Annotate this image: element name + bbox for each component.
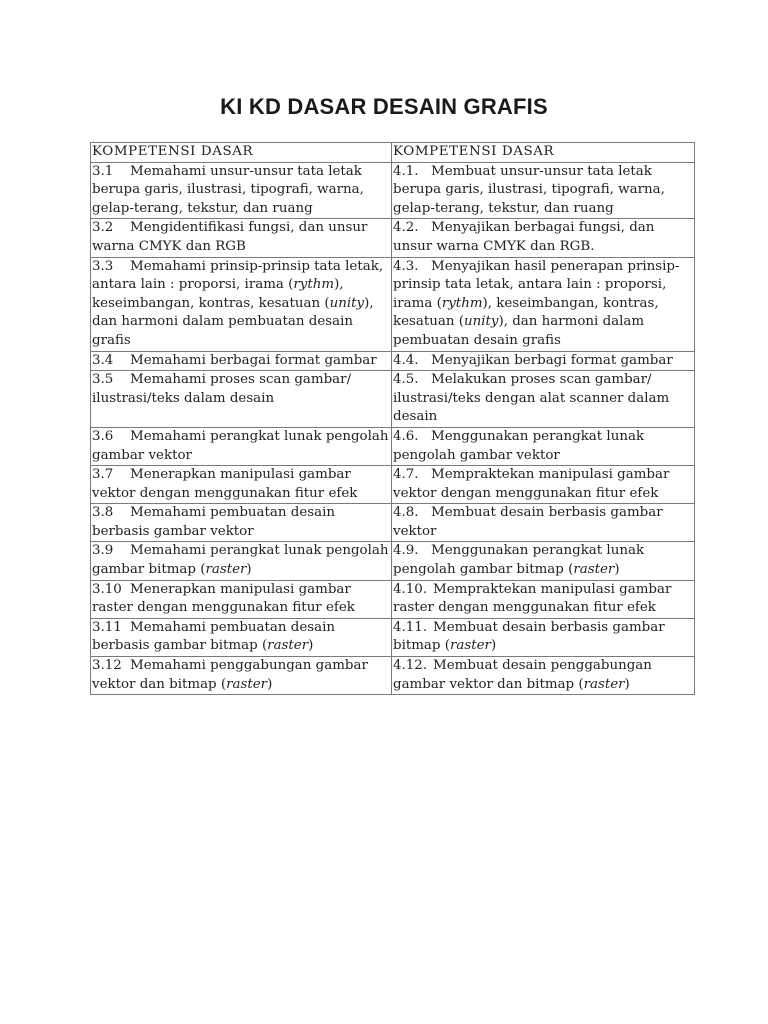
table-row bbox=[91, 542, 695, 580]
kd-text: Mempraktekan manipulasi gambar raster dengan menggunakan fitur efek bbox=[393, 581, 672, 616]
kd-text: Memahami perangkat lunak pengolah gambar vektor bbox=[92, 428, 389, 463]
kd-number: 3.8 bbox=[92, 505, 114, 521]
table-row bbox=[91, 351, 695, 371]
table-header-cell: KOMPETENSI DASAR bbox=[91, 143, 392, 163]
kd-pengetahuan-cell bbox=[91, 351, 392, 371]
kd-term-italic: unity bbox=[329, 295, 365, 311]
table-header-cell: KOMPETENSI DASAR bbox=[392, 143, 695, 163]
kd-text: Mengidentifikasi fungsi, dan unsur warna CMYK dan RGB bbox=[92, 220, 368, 254]
kd-text: Membuat unsur-unsur tata letak berupa garis, ilustrasi, tipografi, warna, gelap-terang, tekstur, dan ruang bbox=[393, 163, 665, 216]
kd-text: ) bbox=[246, 562, 252, 578]
kd-number: 3.6 bbox=[92, 428, 114, 444]
kd-number: 4.2. bbox=[393, 220, 419, 236]
kd-keterampilan-cell bbox=[392, 466, 695, 504]
kd-pengetahuan-cell bbox=[91, 257, 392, 351]
kd-text: Melakukan proses scan gambar/ ilustrasi/teks dengan alat scanner dalam desain bbox=[393, 372, 670, 425]
table-row bbox=[91, 162, 695, 219]
kd-text: Memahami pembuatan desain berbasis gambar vektor bbox=[92, 505, 336, 539]
kd-number: 4.5. bbox=[393, 372, 419, 388]
kd-number: 4.4. bbox=[393, 352, 419, 368]
kd-keterampilan-cell bbox=[392, 618, 695, 656]
kd-number: 3.11 bbox=[92, 619, 122, 635]
page-title: KI KD DASAR DESAIN GRAFIS bbox=[220, 94, 548, 119]
kd-keterampilan-cell bbox=[392, 257, 695, 351]
kd-term-italic: raster bbox=[573, 562, 615, 578]
kd-text: Memahami penggabungan gambar vektor dan bitmap ( bbox=[92, 658, 368, 692]
kd-number: 3.2 bbox=[92, 220, 114, 236]
kd-text: ) bbox=[490, 638, 497, 654]
kd-number: 4.3. bbox=[393, 258, 419, 274]
kd-number: 4.11. bbox=[393, 619, 428, 635]
kd-pengetahuan-cell bbox=[91, 466, 392, 504]
kd-term-italic: raster bbox=[449, 638, 491, 654]
kd-term-italic: rythm bbox=[441, 295, 483, 311]
kd-number: 4.6. bbox=[393, 428, 419, 444]
kd-text: ) bbox=[614, 562, 620, 578]
kd-keterampilan-cell bbox=[392, 504, 695, 542]
kd-number: 3.1 bbox=[92, 163, 114, 179]
kd-number: 3.5 bbox=[92, 372, 114, 388]
kd-text: Mempraktekan manipulasi gambar vektor dengan menggunakan fitur efek bbox=[393, 467, 670, 501]
kd-text: Membuat desain berbasis gambar vektor bbox=[393, 505, 663, 539]
kd-keterampilan-cell bbox=[392, 162, 695, 219]
table-body bbox=[91, 162, 695, 695]
kd-text: Memahami unsur-unsur tata letak berupa garis, ilustrasi, tipografi, warna, gelap-terang, tekstur, dan ruang bbox=[92, 163, 364, 216]
kd-text: Membuat desain berbasis gambar bitmap ( bbox=[393, 619, 665, 654]
kd-pengetahuan-cell bbox=[91, 219, 392, 257]
kd-text: ), keseimbangan, kontras, kesatuan ( bbox=[393, 295, 659, 330]
kd-text: ), dan harmoni dalam pembuatan desain grafis bbox=[393, 314, 645, 348]
kd-table bbox=[90, 142, 695, 695]
table-row bbox=[91, 427, 695, 465]
kd-keterampilan-cell bbox=[392, 371, 695, 428]
kd-number: 4.1. bbox=[393, 163, 419, 179]
kd-pengetahuan-cell bbox=[91, 657, 392, 695]
table-row bbox=[91, 466, 695, 504]
kd-number: 4.9. bbox=[393, 543, 419, 559]
kd-pengetahuan-cell bbox=[91, 580, 392, 618]
kd-keterampilan-cell bbox=[392, 580, 695, 618]
kd-term-italic: raster bbox=[205, 562, 247, 578]
kd-keterampilan-cell bbox=[392, 351, 695, 371]
kd-text: Memahami pembuatan desain berbasis gambar bitmap ( bbox=[92, 619, 336, 654]
table-row bbox=[91, 657, 695, 695]
kd-term-italic: unity bbox=[464, 314, 499, 330]
kd-pengetahuan-cell bbox=[91, 504, 392, 542]
kd-term-italic: raster bbox=[226, 676, 268, 692]
table-row bbox=[91, 618, 695, 656]
kd-text: ), keseimbangan, kontras, kesatuan ( bbox=[92, 277, 344, 311]
table-header-row bbox=[91, 143, 695, 163]
kd-text: Membuat desain penggabungan gambar vektor dan bitmap ( bbox=[393, 658, 652, 692]
kd-number: 3.4 bbox=[92, 352, 114, 368]
kd-keterampilan-cell bbox=[392, 657, 695, 695]
kd-text: Menggunakan perangkat lunak pengolah gambar vektor bbox=[393, 428, 645, 463]
kd-number: 3.10 bbox=[92, 581, 122, 597]
kd-pengetahuan-cell bbox=[91, 542, 392, 580]
kd-term-italic: rythm bbox=[293, 277, 335, 293]
kd-text: Menggunakan perangkat lunak pengolah gambar bitmap ( bbox=[393, 543, 645, 578]
kd-text: ) bbox=[308, 638, 314, 654]
kd-pengetahuan-cell bbox=[91, 618, 392, 656]
table-row bbox=[91, 371, 695, 428]
table-row bbox=[91, 504, 695, 542]
kd-number: 3.9 bbox=[92, 543, 114, 559]
kd-text: ), dan harmoni dalam pembuatan desain grafis bbox=[92, 295, 374, 348]
kd-number: 3.12 bbox=[92, 658, 122, 674]
table-row bbox=[91, 219, 695, 257]
kd-term-italic: raster bbox=[267, 638, 309, 654]
kd-keterampilan-cell bbox=[392, 219, 695, 257]
kd-term-italic: raster bbox=[583, 676, 625, 692]
kd-text: Memahami perangkat lunak pengolah gambar bitmap ( bbox=[92, 543, 389, 578]
kd-number: 4.10. bbox=[393, 581, 428, 597]
kd-pengetahuan-cell bbox=[91, 371, 392, 428]
kd-text: Menyajikan berbagai fungsi, dan unsur warna CMYK dan RGB. bbox=[393, 220, 655, 254]
kd-pengetahuan-cell bbox=[91, 162, 392, 219]
kd-keterampilan-cell bbox=[392, 427, 695, 465]
kd-pengetahuan-cell bbox=[91, 427, 392, 465]
kd-number: 4.8. bbox=[393, 505, 419, 521]
kd-text: Menerapkan manipulasi gambar vektor dengan menggunakan fitur efek bbox=[92, 467, 358, 501]
kd-text: ) bbox=[624, 676, 630, 692]
kd-text: Menyajikan hasil penerapan prinsip-prinsip tata letak, antara lain : proporsi, irama ( bbox=[393, 258, 680, 311]
kd-text: Memahami prinsip-prinsip tata letak, antara lain : proporsi, irama ( bbox=[92, 258, 384, 293]
kd-number: 3.7 bbox=[92, 467, 114, 483]
table-row bbox=[91, 257, 695, 351]
table-row bbox=[91, 580, 695, 618]
kd-number: 4.12. bbox=[393, 658, 428, 674]
kd-keterampilan-cell bbox=[392, 542, 695, 580]
kd-text: Menerapkan manipulasi gambar raster dengan menggunakan fitur efek bbox=[92, 581, 355, 616]
kd-text: ) bbox=[267, 676, 273, 692]
kd-text: Memahami berbagai format gambar bbox=[130, 352, 377, 368]
kd-text: Memahami proses scan gambar/ ilustrasi/teks dalam desain bbox=[92, 372, 352, 406]
kd-text: Menyajikan berbagi format gambar bbox=[431, 352, 673, 368]
kd-number: 4.7. bbox=[393, 467, 419, 483]
kd-number: 3.3 bbox=[92, 258, 114, 274]
